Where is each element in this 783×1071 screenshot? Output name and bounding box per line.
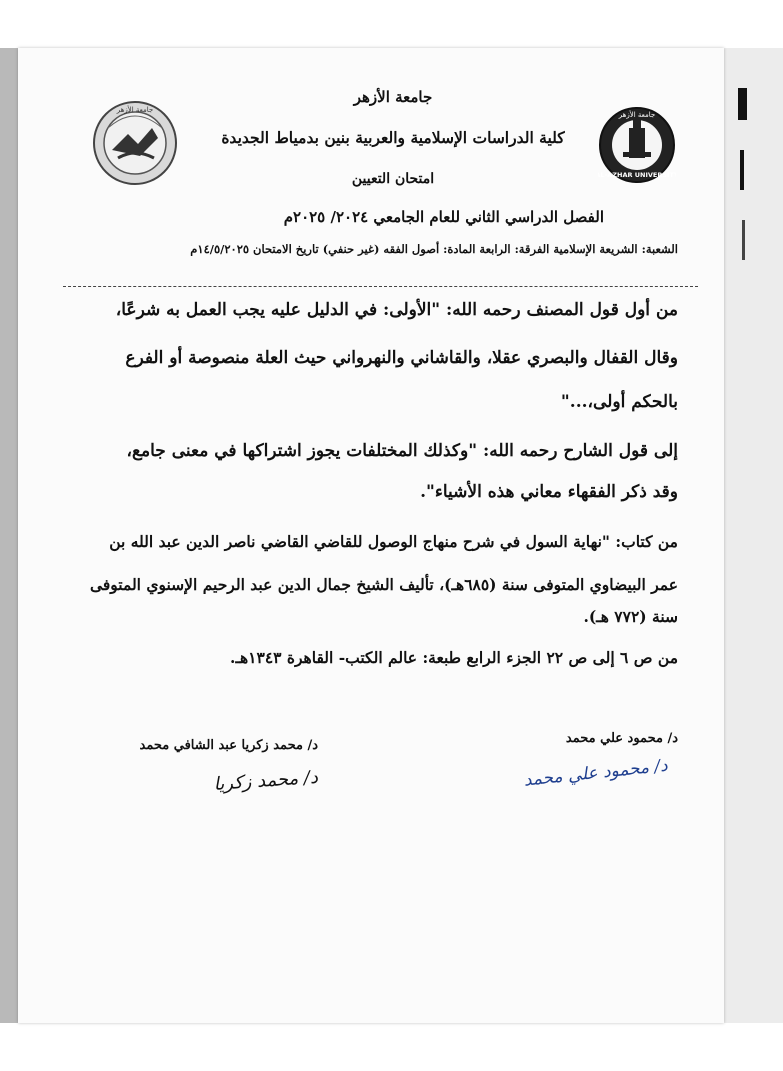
faculty-seal-graphic xyxy=(90,98,180,188)
scanner-edge-strip xyxy=(724,48,783,1023)
exam-title: امتحان التعيين xyxy=(351,171,435,187)
faculty-name: كلية الدراسات الإسلامية والعربية بنين بدمياط الجديدة xyxy=(221,128,565,147)
p3-line-1: من كتاب: "نهاية السول في شرح منهاج الوصول للقاضي القاضي ناصر الدين عبد الله بن xyxy=(109,532,678,551)
bottom-margin xyxy=(0,1023,783,1071)
seal-text: جامعة الأزهر xyxy=(116,106,154,114)
p3-line-2: عمر البيضاوي المتوفى سنة (٦٨٥هـ)، تأليف الشيخ جمال الدين عبد الرحيم الإسنوي المتوفى xyxy=(89,575,678,594)
p1-line-2: وقال القفال والبصري عقلا، والقاشاني والنهرواني حيث العلة منصوصة أو الفرع xyxy=(125,348,678,368)
edge-mark xyxy=(738,88,747,120)
faculty-seal-logo xyxy=(90,98,180,188)
university-logo xyxy=(598,106,676,184)
logo-top-caption: جامعة الأزهر xyxy=(618,111,656,119)
university-name: جامعة الأزهر xyxy=(353,88,433,106)
header-divider xyxy=(63,286,698,287)
reference-line: من ص ٦ إلى ص ٢٢ الجزء الرابع طبعة: عالم الكتب- القاهرة ١٣٤٣هـ. xyxy=(230,648,678,667)
p3-line-3: سنة (٧٧٢ هـ). xyxy=(583,607,678,626)
edge-mark xyxy=(742,220,745,260)
p1-line-3: بالحكم أولى،..." xyxy=(560,392,678,412)
examiner-right-name: د/ محمود علي محمد xyxy=(565,731,678,746)
edge-mark xyxy=(740,150,744,190)
p2-line-2: وقد ذكر الفقهاء معاني هذه الأشياء". xyxy=(420,482,678,502)
term-line: الفصل الدراسي الثاني للعام الجامعي ٢٠٢٤/ ٢٠٢٥م xyxy=(283,208,604,226)
examiner-left-name: د/ محمد زكريا عبد الشافي محمد xyxy=(139,738,318,753)
p1-line-1: من أول قول المصنف رحمه الله: "الأولى: في الدليل عليه يجب العمل به شرعًا، xyxy=(115,300,678,320)
exam-info-line: الشعبة: الشريعة الإسلامية الفرقة: الرابعة المادة: أصول الفقه (غير حنفي) تاريخ الامتحان ١٤/٥/٢٠٢٥م xyxy=(190,242,678,256)
top-margin xyxy=(0,0,783,48)
handwritten-signature-right: د/ محمود علي محمد xyxy=(522,755,669,791)
logo-caption: AL-AZHAR UNIVERSITY xyxy=(598,171,676,179)
handwritten-signature-left: د/ محمد زكريا xyxy=(213,766,319,796)
p2-line-1: إلى قول الشارح رحمه الله: "وكذلك المختلفات يجوز اشتراكها في معنى جامع، xyxy=(126,441,678,461)
university-logo-graphic xyxy=(598,106,676,184)
document-page xyxy=(18,48,724,1023)
